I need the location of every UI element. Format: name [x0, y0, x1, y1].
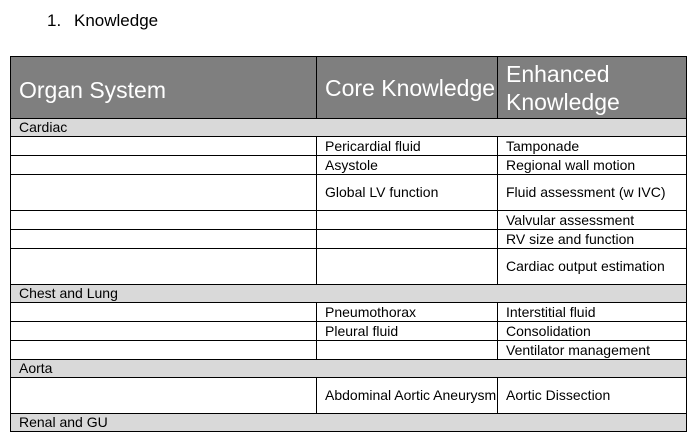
section-row: [11, 285, 687, 303]
core-knowledge-cell: Global LV function: [317, 175, 498, 211]
header-enhanced-knowledge: Enhanced Knowledge: [498, 57, 687, 119]
organ-cell: [11, 156, 317, 175]
table-body: [11, 119, 687, 432]
core-knowledge-cell: Pleural fluid: [317, 322, 498, 341]
table-row: [11, 249, 687, 285]
organ-cell: [11, 137, 317, 156]
section-label: Aorta: [11, 360, 687, 378]
table-row: [11, 175, 687, 211]
core-knowledge-cell: [317, 341, 498, 360]
enhanced-knowledge-cell: Tamponade: [498, 137, 687, 156]
enhanced-knowledge-cell: Interstitial fluid: [498, 303, 687, 322]
section-label: Cardiac: [11, 119, 687, 137]
core-knowledge-cell: Asystole: [317, 156, 498, 175]
organ-cell: [11, 175, 317, 211]
enhanced-knowledge-cell: Ventilator management: [498, 341, 687, 360]
enhanced-knowledge-cell: Aortic Dissection: [498, 378, 687, 414]
core-knowledge-cell: [317, 230, 498, 249]
table-row: [11, 137, 687, 156]
table-row: [11, 211, 687, 230]
core-knowledge-cell: [317, 211, 498, 230]
table-row: [11, 378, 687, 414]
header-core-knowledge: Core Knowledge: [317, 57, 498, 119]
table-row: [11, 341, 687, 360]
organ-cell: [11, 322, 317, 341]
organ-cell: [11, 211, 317, 230]
table-row: [11, 156, 687, 175]
header-organ-system: Organ System: [11, 57, 317, 119]
core-knowledge-cell: [317, 249, 498, 285]
section-label: Renal and GU: [11, 414, 687, 432]
section-label: Chest and Lung: [11, 285, 687, 303]
core-knowledge-cell: Pneumothorax: [317, 303, 498, 322]
core-knowledge-cell: Abdominal Aortic Aneurysm: [317, 378, 498, 414]
section-row: [11, 119, 687, 137]
organ-cell: [11, 230, 317, 249]
header-row: [11, 57, 687, 119]
table-header: [11, 57, 687, 119]
section-heading: [47, 10, 158, 32]
organ-cell: [11, 303, 317, 322]
section-row: [11, 360, 687, 378]
enhanced-knowledge-cell: Regional wall motion: [498, 156, 687, 175]
table-row: [11, 303, 687, 322]
enhanced-knowledge-cell: Fluid assessment (w IVC): [498, 175, 687, 211]
section-row: [11, 414, 687, 432]
organ-cell: [11, 249, 317, 285]
enhanced-knowledge-cell: Cardiac output estimation: [498, 249, 687, 285]
enhanced-knowledge-cell: RV size and function: [498, 230, 687, 249]
core-knowledge-cell: Pericardial fluid: [317, 137, 498, 156]
organ-cell: [11, 378, 317, 414]
heading-title: Knowledge: [74, 11, 159, 30]
knowledge-table: [10, 56, 687, 432]
table-row: [11, 322, 687, 341]
table-row: [11, 230, 687, 249]
enhanced-knowledge-cell: Consolidation: [498, 322, 687, 341]
heading-number: 1.: [47, 11, 62, 30]
enhanced-knowledge-cell: Valvular assessment: [498, 211, 687, 230]
organ-cell: [11, 341, 317, 360]
